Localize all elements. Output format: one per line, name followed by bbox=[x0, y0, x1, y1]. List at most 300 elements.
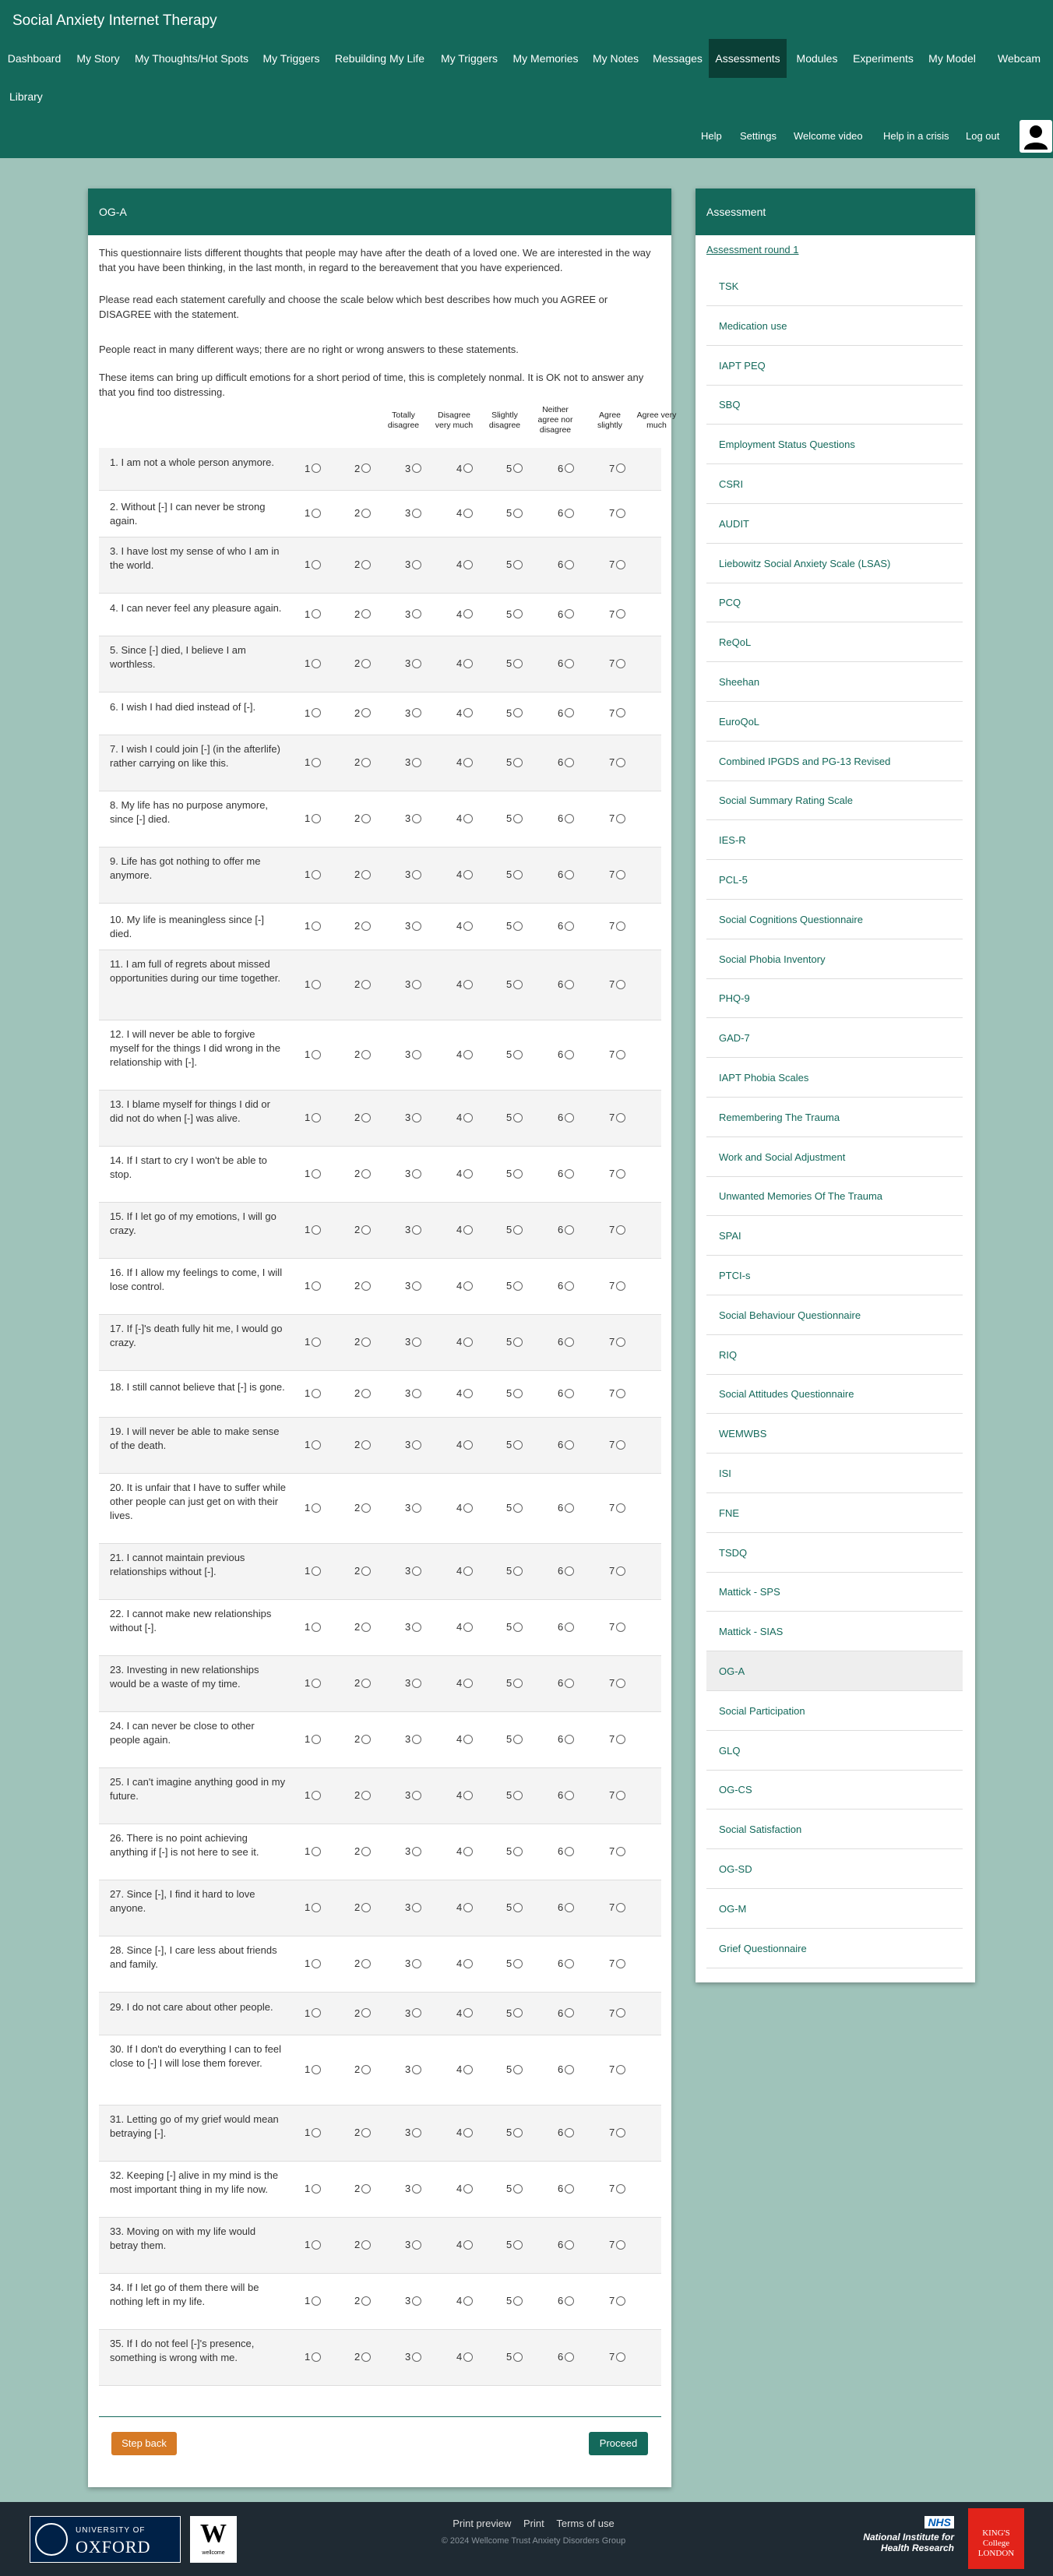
scale-option[interactable] bbox=[354, 707, 371, 719]
scale-option[interactable] bbox=[558, 463, 574, 474]
scale-option[interactable] bbox=[456, 2351, 473, 2363]
scale-option[interactable] bbox=[405, 1280, 421, 1292]
scale-option[interactable] bbox=[506, 657, 523, 669]
scale-option[interactable] bbox=[305, 1048, 321, 1060]
scale-option[interactable] bbox=[609, 463, 625, 474]
scale-option[interactable] bbox=[354, 920, 371, 932]
radio-button[interactable] bbox=[412, 609, 421, 618]
scale-option[interactable] bbox=[456, 1112, 473, 1123]
assessment-item[interactable]: OG-A bbox=[706, 1651, 963, 1691]
scale-option[interactable] bbox=[456, 1224, 473, 1235]
radio-button[interactable] bbox=[565, 922, 574, 931]
radio-button[interactable] bbox=[412, 1735, 421, 1744]
radio-button[interactable] bbox=[513, 1389, 523, 1398]
secondary-nav-item[interactable]: Settings bbox=[740, 130, 777, 142]
scale-option[interactable] bbox=[456, 978, 473, 990]
radio-button[interactable] bbox=[312, 2008, 321, 2017]
radio-button[interactable] bbox=[463, 1679, 473, 1688]
step-back-button[interactable]: Step back bbox=[111, 2432, 177, 2455]
scale-option[interactable] bbox=[354, 1901, 371, 1913]
scale-option[interactable] bbox=[506, 1168, 523, 1179]
radio-button[interactable] bbox=[412, 463, 421, 473]
assessment-item[interactable]: Mattick - SIAS bbox=[706, 1612, 963, 1651]
radio-button[interactable] bbox=[312, 2296, 321, 2306]
radio-button[interactable] bbox=[312, 1225, 321, 1235]
scale-option[interactable] bbox=[456, 812, 473, 824]
scale-option[interactable] bbox=[354, 1048, 371, 1060]
scale-option[interactable] bbox=[558, 707, 574, 719]
scale-option[interactable] bbox=[354, 1621, 371, 1633]
radio-button[interactable] bbox=[463, 708, 473, 717]
radio-button[interactable] bbox=[513, 870, 523, 879]
scale-option[interactable] bbox=[405, 1502, 421, 1514]
scale-option[interactable] bbox=[609, 608, 625, 620]
scale-option[interactable] bbox=[609, 1387, 625, 1399]
scale-option[interactable] bbox=[506, 2007, 523, 2019]
scale-option[interactable] bbox=[506, 756, 523, 768]
radio-button[interactable] bbox=[361, 922, 371, 931]
scale-option[interactable] bbox=[405, 1387, 421, 1399]
radio-button[interactable] bbox=[513, 922, 523, 931]
radio-button[interactable] bbox=[412, 2240, 421, 2250]
assessment-item[interactable]: Combined IPGDS and PG-13 Revised bbox=[706, 742, 963, 781]
radio-button[interactable] bbox=[463, 1389, 473, 1398]
radio-button[interactable] bbox=[513, 1791, 523, 1800]
radio-button[interactable] bbox=[463, 1281, 473, 1291]
scale-option[interactable] bbox=[456, 1387, 473, 1399]
assessment-item[interactable]: IES-R bbox=[706, 820, 963, 860]
secondary-nav-item[interactable]: Help in a crisis bbox=[883, 130, 949, 142]
assessment-item[interactable]: SBQ bbox=[706, 385, 963, 425]
scale-option[interactable] bbox=[609, 2239, 625, 2250]
radio-button[interactable] bbox=[412, 870, 421, 879]
radio-button[interactable] bbox=[463, 2352, 473, 2362]
scale-option[interactable] bbox=[305, 1565, 321, 1577]
scale-option[interactable] bbox=[354, 2351, 371, 2363]
radio-button[interactable] bbox=[361, 560, 371, 569]
radio-button[interactable] bbox=[616, 1225, 625, 1235]
radio-button[interactable] bbox=[565, 2128, 574, 2137]
scale-option[interactable] bbox=[609, 1789, 625, 1801]
radio-button[interactable] bbox=[565, 2008, 574, 2017]
scale-option[interactable] bbox=[305, 1845, 321, 1857]
scale-option[interactable] bbox=[354, 1224, 371, 1235]
scale-option[interactable] bbox=[405, 707, 421, 719]
scale-option[interactable] bbox=[558, 657, 574, 669]
assessment-item[interactable]: WEMWBS bbox=[706, 1414, 963, 1454]
radio-button[interactable] bbox=[513, 1959, 523, 1968]
radio-button[interactable] bbox=[412, 922, 421, 931]
scale-option[interactable] bbox=[354, 2127, 371, 2138]
radio-button[interactable] bbox=[412, 2352, 421, 2362]
scale-option[interactable] bbox=[558, 559, 574, 570]
radio-button[interactable] bbox=[616, 1791, 625, 1800]
nav-item[interactable]: Assessments bbox=[709, 39, 787, 78]
radio-button[interactable] bbox=[412, 1679, 421, 1688]
radio-button[interactable] bbox=[312, 814, 321, 823]
radio-button[interactable] bbox=[361, 708, 371, 717]
radio-button[interactable] bbox=[616, 1389, 625, 1398]
radio-button[interactable] bbox=[412, 980, 421, 989]
radio-button[interactable] bbox=[361, 1225, 371, 1235]
print-link[interactable]: Print bbox=[523, 2518, 544, 2529]
radio-button[interactable] bbox=[616, 758, 625, 767]
radio-button[interactable] bbox=[412, 1440, 421, 1450]
scale-option[interactable] bbox=[305, 978, 321, 990]
nav-item[interactable]: My Story bbox=[76, 52, 120, 65]
scale-option[interactable] bbox=[354, 2295, 371, 2306]
scale-option[interactable] bbox=[354, 1168, 371, 1179]
radio-button[interactable] bbox=[513, 1169, 523, 1179]
scale-option[interactable] bbox=[354, 2007, 371, 2019]
radio-button[interactable] bbox=[616, 1337, 625, 1347]
scale-option[interactable] bbox=[305, 1621, 321, 1633]
radio-button[interactable] bbox=[463, 1847, 473, 1856]
scale-option[interactable] bbox=[609, 1336, 625, 1348]
radio-button[interactable] bbox=[412, 2128, 421, 2137]
scale-option[interactable] bbox=[405, 1901, 421, 1913]
radio-button[interactable] bbox=[361, 1847, 371, 1856]
assessment-item[interactable]: Social Phobia Inventory bbox=[706, 939, 963, 979]
scale-option[interactable] bbox=[354, 1112, 371, 1123]
assessment-item[interactable]: Unwanted Memories Of The Trauma bbox=[706, 1176, 963, 1216]
scale-option[interactable] bbox=[609, 2183, 625, 2194]
radio-button[interactable] bbox=[616, 560, 625, 569]
radio-button[interactable] bbox=[361, 1566, 371, 1576]
radio-button[interactable] bbox=[361, 1623, 371, 1632]
radio-button[interactable] bbox=[463, 980, 473, 989]
scale-option[interactable] bbox=[506, 2063, 523, 2075]
assessment-item[interactable]: Mattick - SPS bbox=[706, 1572, 963, 1612]
radio-button[interactable] bbox=[312, 922, 321, 931]
radio-button[interactable] bbox=[463, 659, 473, 668]
scale-option[interactable] bbox=[506, 812, 523, 824]
radio-button[interactable] bbox=[463, 1735, 473, 1744]
radio-button[interactable] bbox=[312, 1169, 321, 1179]
assessment-item[interactable]: Social Cognitions Questionnaire bbox=[706, 900, 963, 939]
radio-button[interactable] bbox=[463, 2128, 473, 2137]
radio-button[interactable] bbox=[361, 1503, 371, 1513]
scale-option[interactable] bbox=[354, 2183, 371, 2194]
radio-button[interactable] bbox=[616, 1566, 625, 1576]
radio-button[interactable] bbox=[361, 1903, 371, 1912]
radio-button[interactable] bbox=[312, 1050, 321, 1059]
nav-item[interactable]: Modules bbox=[796, 52, 838, 65]
scale-option[interactable] bbox=[305, 1901, 321, 1913]
scale-option[interactable] bbox=[506, 1048, 523, 1060]
radio-button[interactable] bbox=[361, 1113, 371, 1122]
scale-option[interactable] bbox=[558, 978, 574, 990]
scale-option[interactable] bbox=[405, 1439, 421, 1450]
avatar[interactable] bbox=[1020, 120, 1052, 153]
radio-button[interactable] bbox=[412, 2184, 421, 2194]
radio-button[interactable] bbox=[513, 2065, 523, 2074]
assessment-item[interactable]: OG-CS bbox=[706, 1770, 963, 1810]
assessment-item[interactable]: PTCI-s bbox=[706, 1256, 963, 1295]
radio-button[interactable] bbox=[463, 1440, 473, 1450]
scale-option[interactable] bbox=[305, 1224, 321, 1235]
radio-button[interactable] bbox=[463, 1503, 473, 1513]
scale-option[interactable] bbox=[456, 1565, 473, 1577]
radio-button[interactable] bbox=[312, 1735, 321, 1744]
scale-option[interactable] bbox=[558, 1048, 574, 1060]
scale-option[interactable] bbox=[456, 2063, 473, 2075]
radio-button[interactable] bbox=[616, 1503, 625, 1513]
scale-option[interactable] bbox=[405, 1845, 421, 1857]
radio-button[interactable] bbox=[312, 609, 321, 618]
radio-button[interactable] bbox=[513, 509, 523, 518]
radio-button[interactable] bbox=[312, 2128, 321, 2137]
scale-option[interactable] bbox=[405, 756, 421, 768]
radio-button[interactable] bbox=[565, 1169, 574, 1179]
scale-option[interactable] bbox=[506, 1733, 523, 1745]
radio-button[interactable] bbox=[513, 1735, 523, 1744]
scale-option[interactable] bbox=[609, 1112, 625, 1123]
radio-button[interactable] bbox=[616, 1113, 625, 1122]
nihr-logo[interactable] bbox=[845, 2516, 954, 2564]
radio-button[interactable] bbox=[361, 1281, 371, 1291]
radio-button[interactable] bbox=[616, 1679, 625, 1688]
scale-option[interactable] bbox=[305, 2351, 321, 2363]
scale-option[interactable] bbox=[354, 2063, 371, 2075]
scale-option[interactable] bbox=[506, 2351, 523, 2363]
scale-option[interactable] bbox=[456, 707, 473, 719]
radio-button[interactable] bbox=[412, 2296, 421, 2306]
scale-option[interactable] bbox=[305, 812, 321, 824]
print-preview-link[interactable]: Print preview bbox=[453, 2518, 512, 2529]
scale-option[interactable] bbox=[405, 1677, 421, 1689]
scale-option[interactable] bbox=[609, 2007, 625, 2019]
radio-button[interactable] bbox=[361, 2008, 371, 2017]
radio-button[interactable] bbox=[565, 870, 574, 879]
scale-option[interactable] bbox=[354, 1336, 371, 1348]
scale-option[interactable] bbox=[305, 920, 321, 932]
radio-button[interactable] bbox=[513, 1281, 523, 1291]
scale-option[interactable] bbox=[305, 1677, 321, 1689]
scale-option[interactable] bbox=[305, 756, 321, 768]
radio-button[interactable] bbox=[312, 1113, 321, 1122]
scale-option[interactable] bbox=[456, 756, 473, 768]
radio-button[interactable] bbox=[513, 1903, 523, 1912]
radio-button[interactable] bbox=[412, 708, 421, 717]
radio-button[interactable] bbox=[312, 1281, 321, 1291]
assessment-item[interactable]: Sheehan bbox=[706, 662, 963, 702]
radio-button[interactable] bbox=[616, 922, 625, 931]
scale-option[interactable] bbox=[354, 1845, 371, 1857]
scale-option[interactable] bbox=[405, 1048, 421, 1060]
proceed-button[interactable]: Proceed bbox=[589, 2432, 648, 2455]
nav-item[interactable]: Dashboard bbox=[7, 52, 62, 65]
radio-button[interactable] bbox=[565, 1281, 574, 1291]
radio-button[interactable] bbox=[513, 814, 523, 823]
scale-option[interactable] bbox=[456, 920, 473, 932]
radio-button[interactable] bbox=[463, 1791, 473, 1800]
assessment-item[interactable]: EuroQoL bbox=[706, 702, 963, 742]
scale-option[interactable] bbox=[354, 1677, 371, 1689]
radio-button[interactable] bbox=[412, 1337, 421, 1347]
scale-option[interactable] bbox=[558, 1387, 574, 1399]
scale-option[interactable] bbox=[609, 978, 625, 990]
radio-button[interactable] bbox=[565, 1847, 574, 1856]
nav-item[interactable]: Messages bbox=[653, 52, 703, 65]
scale-option[interactable] bbox=[558, 869, 574, 880]
scale-option[interactable] bbox=[558, 2239, 574, 2250]
scale-option[interactable] bbox=[456, 1845, 473, 1857]
radio-button[interactable] bbox=[361, 870, 371, 879]
radio-button[interactable] bbox=[513, 1113, 523, 1122]
radio-button[interactable] bbox=[312, 870, 321, 879]
nav-item[interactable]: My Memories bbox=[512, 52, 579, 65]
scale-option[interactable] bbox=[456, 1048, 473, 1060]
scale-option[interactable] bbox=[506, 1845, 523, 1857]
radio-button[interactable] bbox=[463, 1959, 473, 1968]
radio-button[interactable] bbox=[361, 1679, 371, 1688]
nav-item[interactable]: My Triggers bbox=[262, 52, 320, 65]
radio-button[interactable] bbox=[565, 1389, 574, 1398]
scale-option[interactable] bbox=[506, 1439, 523, 1450]
scale-option[interactable] bbox=[456, 463, 473, 474]
radio-button[interactable] bbox=[616, 1169, 625, 1179]
secondary-nav-item[interactable]: Help bbox=[701, 130, 722, 142]
radio-button[interactable] bbox=[463, 922, 473, 931]
radio-button[interactable] bbox=[463, 2008, 473, 2017]
scale-option[interactable] bbox=[456, 1439, 473, 1450]
scale-option[interactable] bbox=[558, 507, 574, 519]
scale-option[interactable] bbox=[405, 2239, 421, 2250]
radio-button[interactable] bbox=[616, 1903, 625, 1912]
scale-option[interactable] bbox=[558, 1112, 574, 1123]
scale-option[interactable] bbox=[558, 1677, 574, 1689]
scale-option[interactable] bbox=[558, 756, 574, 768]
scale-option[interactable] bbox=[405, 1224, 421, 1235]
scale-option[interactable] bbox=[558, 2295, 574, 2306]
radio-button[interactable] bbox=[616, 2065, 625, 2074]
scale-option[interactable] bbox=[558, 1280, 574, 1292]
scale-option[interactable] bbox=[305, 507, 321, 519]
radio-button[interactable] bbox=[565, 659, 574, 668]
radio-button[interactable] bbox=[565, 560, 574, 569]
scale-option[interactable] bbox=[405, 1336, 421, 1348]
radio-button[interactable] bbox=[412, 758, 421, 767]
scale-option[interactable] bbox=[305, 1439, 321, 1450]
assessment-item[interactable]: Social Satisfaction bbox=[706, 1810, 963, 1849]
radio-button[interactable] bbox=[412, 2008, 421, 2017]
radio-button[interactable] bbox=[616, 1735, 625, 1744]
radio-button[interactable] bbox=[361, 2240, 371, 2250]
radio-button[interactable] bbox=[361, 1735, 371, 1744]
scale-option[interactable] bbox=[456, 1901, 473, 1913]
radio-button[interactable] bbox=[565, 1337, 574, 1347]
scale-option[interactable] bbox=[609, 707, 625, 719]
radio-button[interactable] bbox=[565, 814, 574, 823]
radio-button[interactable] bbox=[412, 1113, 421, 1122]
radio-button[interactable] bbox=[513, 2008, 523, 2017]
assessment-item[interactable]: IAPT PEQ bbox=[706, 346, 963, 386]
radio-button[interactable] bbox=[565, 1503, 574, 1513]
scale-option[interactable] bbox=[354, 1565, 371, 1577]
radio-button[interactable] bbox=[565, 1623, 574, 1632]
radio-button[interactable] bbox=[463, 2240, 473, 2250]
radio-button[interactable] bbox=[616, 980, 625, 989]
scale-option[interactable] bbox=[456, 1280, 473, 1292]
scale-option[interactable] bbox=[405, 657, 421, 669]
radio-button[interactable] bbox=[616, 814, 625, 823]
assessment-item[interactable]: PCQ bbox=[706, 583, 963, 622]
scale-option[interactable] bbox=[609, 507, 625, 519]
radio-button[interactable] bbox=[513, 1440, 523, 1450]
radio-button[interactable] bbox=[616, 2296, 625, 2306]
assessment-item[interactable]: GLQ bbox=[706, 1731, 963, 1771]
radio-button[interactable] bbox=[463, 2184, 473, 2194]
scale-option[interactable] bbox=[305, 1387, 321, 1399]
scale-option[interactable] bbox=[558, 2127, 574, 2138]
radio-button[interactable] bbox=[463, 870, 473, 879]
radio-button[interactable] bbox=[513, 1679, 523, 1688]
radio-button[interactable] bbox=[616, 1281, 625, 1291]
scale-option[interactable] bbox=[609, 869, 625, 880]
assessment-item[interactable]: Liebowitz Social Anxiety Scale (LSAS) bbox=[706, 544, 963, 583]
scale-option[interactable] bbox=[405, 608, 421, 620]
radio-button[interactable] bbox=[361, 1959, 371, 1968]
radio-button[interactable] bbox=[312, 1566, 321, 1576]
scale-option[interactable] bbox=[558, 1733, 574, 1745]
scale-option[interactable] bbox=[558, 1502, 574, 1514]
scale-option[interactable] bbox=[354, 1439, 371, 1450]
radio-button[interactable] bbox=[412, 1623, 421, 1632]
radio-button[interactable] bbox=[616, 2008, 625, 2017]
scale-option[interactable] bbox=[405, 1565, 421, 1577]
nav-item[interactable]: Experiments bbox=[853, 52, 914, 65]
scale-option[interactable] bbox=[558, 1958, 574, 1969]
radio-button[interactable] bbox=[463, 463, 473, 473]
radio-button[interactable] bbox=[412, 1847, 421, 1856]
radio-button[interactable] bbox=[312, 1440, 321, 1450]
scale-option[interactable] bbox=[609, 2127, 625, 2138]
radio-button[interactable] bbox=[312, 463, 321, 473]
radio-button[interactable] bbox=[412, 1389, 421, 1398]
assessment-item[interactable]: Employment Status Questions bbox=[706, 425, 963, 464]
scale-option[interactable] bbox=[405, 978, 421, 990]
scale-option[interactable] bbox=[456, 1733, 473, 1745]
scale-option[interactable] bbox=[506, 2127, 523, 2138]
radio-button[interactable] bbox=[312, 1847, 321, 1856]
radio-button[interactable] bbox=[412, 1225, 421, 1235]
radio-button[interactable] bbox=[513, 1050, 523, 1059]
radio-button[interactable] bbox=[361, 1337, 371, 1347]
scale-option[interactable] bbox=[456, 1789, 473, 1801]
scale-option[interactable] bbox=[506, 1621, 523, 1633]
radio-button[interactable] bbox=[361, 2128, 371, 2137]
radio-button[interactable] bbox=[513, 2296, 523, 2306]
scale-option[interactable] bbox=[609, 1048, 625, 1060]
radio-button[interactable] bbox=[565, 2184, 574, 2194]
assessment-item[interactable]: ISI bbox=[706, 1454, 963, 1493]
scale-option[interactable] bbox=[354, 756, 371, 768]
scale-option[interactable] bbox=[405, 2351, 421, 2363]
scale-option[interactable] bbox=[558, 1336, 574, 1348]
radio-button[interactable] bbox=[565, 1903, 574, 1912]
scale-option[interactable] bbox=[506, 1565, 523, 1577]
radio-button[interactable] bbox=[312, 708, 321, 717]
radio-button[interactable] bbox=[513, 1566, 523, 1576]
scale-option[interactable] bbox=[456, 2127, 473, 2138]
scale-option[interactable] bbox=[506, 707, 523, 719]
radio-button[interactable] bbox=[565, 2240, 574, 2250]
scale-option[interactable] bbox=[456, 2007, 473, 2019]
radio-button[interactable] bbox=[565, 1679, 574, 1688]
scale-option[interactable] bbox=[305, 1336, 321, 1348]
scale-option[interactable] bbox=[456, 1336, 473, 1348]
